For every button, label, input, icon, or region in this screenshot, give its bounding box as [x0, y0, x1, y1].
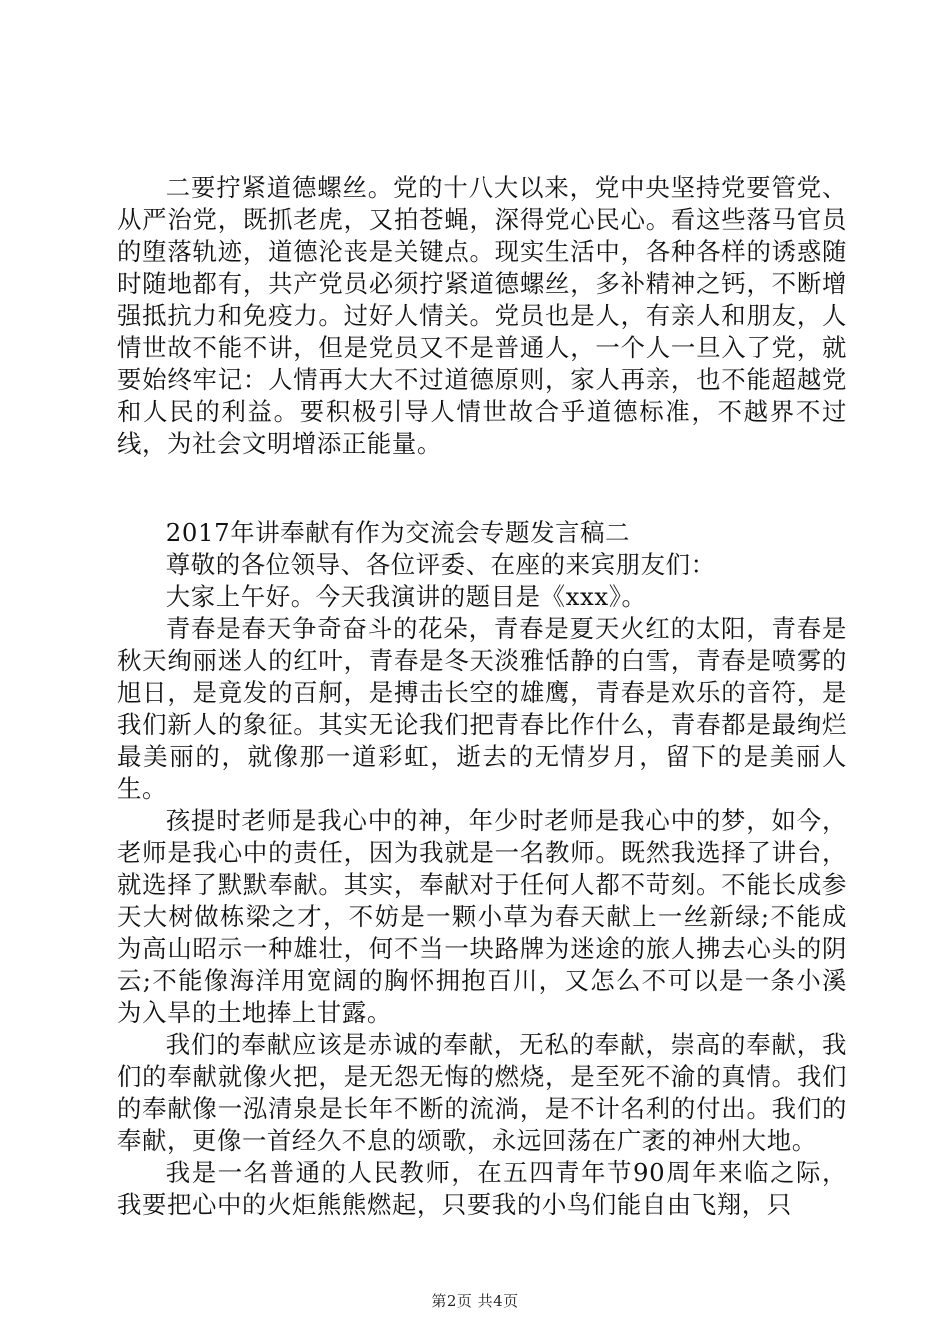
greeting: 大家上午好。今天我演讲的题目是《xxx》。 [165, 582, 647, 611]
document-body [117, 172, 847, 1221]
paragraph-ordinary-teacher: 我是一名普通的人民教师，在五四青年节90周年来临之际，我要把心中的火炬熊熊燃起，只要我的小鸟们能自由飞翔，只 [117, 1158, 847, 1219]
salutation: 尊敬的各位领导、各位评委、在座的来宾朋友们： [165, 550, 716, 579]
section-gap [117, 460, 847, 517]
paragraph-youth: 青春是春天争奇奋斗的花朵，青春是夏天火红的太阳，青春是秋天绚丽迷人的红叶，青春是冬天淡雅恬静的白雪，青春是喷雾的旭日，是竟发的百舸，是搏击长空的雄鹰，青春是欢乐的音符，是我们新人的象征。其实无论我们把青春比作什么，青春都是最绚烂最美丽的，就像那一道彩虹，逝去的无情岁月，留下的是美丽人生。 [117, 614, 847, 803]
paragraph-dedication: 我们的奉献应该是赤诚的奉献，无私的奉献，崇高的奉献，我们的奉献就像火把，是无怨无悔的燃烧，是至死不渝的真情。我们的奉献像一泓清泉是长年不断的流淌，是不计名利的付出。我们的奉献，更像一首经久不息的颂歌，永远回荡在广袤的神州大地。 [117, 1030, 847, 1155]
paragraph-moral-screws: 二要拧紧道德螺丝。党的十八大以来，党中央坚持党要管党、从严治党，既抓老虎，又拍苍蝇，深得党心民心。看这些落马官员的堕落轨迹，道德沦丧是关键点。现实生活中，各种各样的诱惑随时随地都有，共产党员必须拧紧道德螺丝，多补精神之钙，不断增强抵抗力和免疫力。过好人情关。党员也是人，有亲人和朋友，人情世故不能不讲，但是党员又不是普通人，一个人一旦入了党，就要始终牢记：人情再大大不过道德原则，家人再亲，也不能超越党和人民的利益。要积极引导人情世故合乎道德标准，不越界不过线，为社会文明增添正能量。 [117, 173, 847, 458]
paragraph-teacher: 孩提时老师是我心中的神，年少时老师是我心中的梦，如今，老师是我心中的责任，因为我就是一名教师。既然我选择了讲台，就选择了默默奉献。其实，奉献对于任何人都不苛刻。不能长成参天大树做栋梁之才，不妨是一颗小草为春天献上一丝新绿;不能成为高山昭示一种雄壮，何不当一块路牌为迷途的旅人拂去心头的阴云;不能像海洋用宽阔的胸怀拥抱百川，又怎么不可以是一条小溪为入旱的土地捧上甘露。 [117, 806, 847, 1027]
section-title: 2017年讲奉献有作为交流会专题发言稿二 [165, 518, 631, 547]
page-footer: 第2页 共4页 [431, 1292, 519, 1310]
